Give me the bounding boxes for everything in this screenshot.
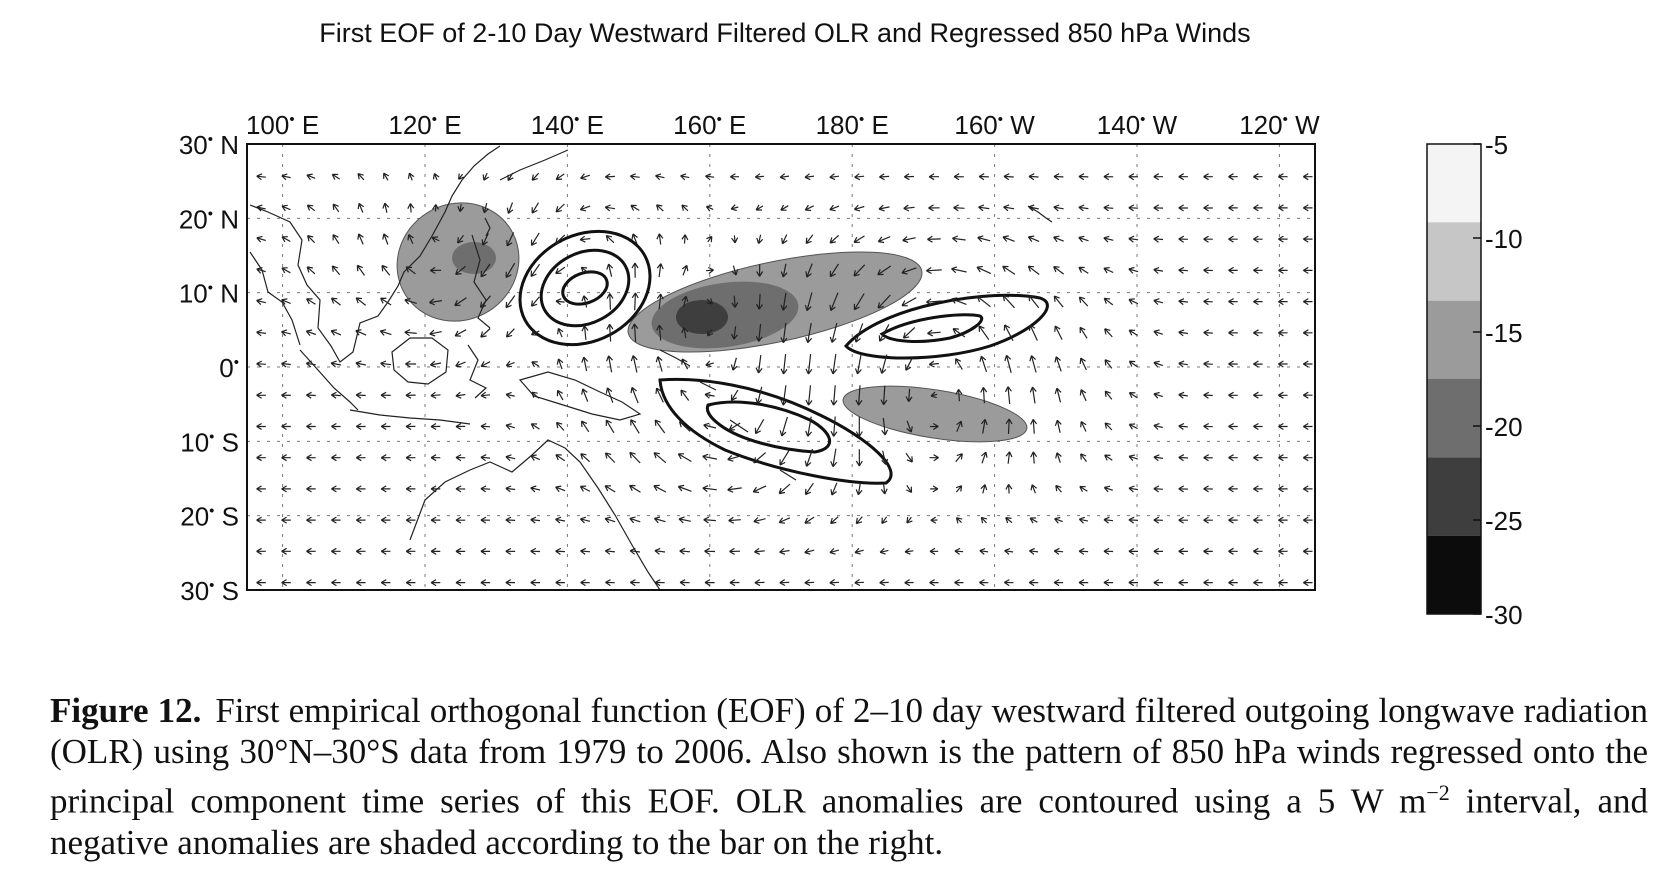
degree-mark: •	[207, 131, 213, 148]
x-tick-label	[673, 110, 746, 140]
colorbar-tick-label: -25	[1485, 506, 1523, 536]
y-tick-label	[180, 502, 239, 532]
y-tick-label	[180, 576, 239, 606]
x-tick-hemisphere: E	[864, 110, 889, 140]
caption-superscript: −2	[1426, 780, 1450, 805]
y-tick-value: 10	[178, 278, 208, 309]
figure-caption	[50, 690, 1648, 863]
degree-mark: •	[207, 205, 213, 223]
x-tick-value: 100	[245, 110, 290, 140]
y-tick-label	[179, 279, 239, 309]
degree-mark: •	[289, 111, 295, 128]
y-tick-hemisphere: S	[214, 576, 239, 606]
x-tick-label	[816, 110, 889, 140]
x-tick-hemisphere: W	[1145, 110, 1178, 140]
degree-mark: •	[207, 279, 213, 297]
y-tick-value: 10	[180, 427, 210, 458]
x-tick-value: 140	[1096, 110, 1141, 140]
colorbar-swatch	[1427, 301, 1481, 379]
y-tick-value: 20	[178, 204, 208, 235]
x-tick-value: 120	[388, 110, 432, 140]
x-tick-hemisphere: W	[1287, 110, 1320, 140]
degree-mark: •	[997, 111, 1004, 128]
colorbar-swatch	[1427, 457, 1481, 535]
y-tick-hemisphere: S	[214, 501, 239, 532]
degree-mark: •	[716, 111, 722, 128]
x-tick-value: 160	[954, 110, 998, 140]
chart-title: First EOF of 2-10 Day Westward Filtered OLR and Regressed 850 hPa Winds	[319, 18, 1251, 48]
degree-mark: •	[1140, 111, 1146, 128]
x-tick-label	[531, 110, 604, 140]
colorbar-swatch	[1427, 379, 1481, 457]
degree-mark: •	[1282, 111, 1288, 128]
y-tick-label	[179, 204, 239, 234]
colorbar-tick-label: -30	[1485, 600, 1523, 630]
colorbar-tick-label: -5	[1485, 130, 1509, 160]
x-tick-value: 160	[673, 110, 717, 140]
shade-philippines-inner	[452, 242, 496, 274]
x-tick-label	[388, 110, 461, 140]
y-tick-value: 0	[219, 353, 234, 383]
caption-label: Figure 12.	[50, 691, 202, 730]
degree-mark: •	[431, 111, 438, 128]
degree-mark: •	[233, 354, 239, 371]
x-tick-label	[1239, 110, 1320, 140]
x-tick-hemisphere: E	[579, 110, 605, 140]
y-tick-value: 30	[180, 576, 210, 606]
colorbar	[1427, 144, 1481, 614]
x-axis-ticks	[246, 110, 1320, 140]
colorbar-swatch	[1427, 222, 1481, 300]
y-tick-hemisphere: N	[213, 130, 239, 160]
caption-text: First empirical orthogonal function (EOF) of 2–10 day westward filtered outgoing longwave radiation (OLR) using 30°N–30°S data from 1979 to 2006. Also shown is the pattern of 850 hPa winds regressed onto the principal component time series of this EOF. OLR anomalies are contoured using a 5 W m	[50, 691, 1648, 821]
degree-mark: •	[574, 111, 580, 128]
colorbar-swatch	[1427, 144, 1481, 222]
x-tick-hemisphere: E	[294, 110, 320, 140]
degree-mark: •	[209, 428, 215, 446]
colorbar-tick-label: -15	[1485, 318, 1523, 348]
y-tick-value: 30	[178, 130, 208, 160]
y-tick-hemisphere: S	[214, 427, 239, 458]
y-tick-label	[179, 130, 239, 160]
y-tick-hemisphere: N	[213, 278, 239, 309]
x-tick-value: 140	[530, 110, 575, 140]
degree-mark: •	[209, 577, 215, 594]
degree-mark: •	[209, 502, 215, 520]
x-tick-hemisphere: W	[1003, 110, 1035, 140]
x-tick-value: 180	[815, 110, 859, 140]
caption-text-end: interval, and negative anomalies are shaded according to the bar on the right.	[50, 781, 1648, 862]
x-tick-value: 120	[1239, 110, 1283, 140]
colorbar-tick-label: -20	[1485, 412, 1523, 442]
x-tick-label	[246, 110, 319, 140]
colorbar-swatch	[1427, 536, 1481, 614]
y-tick-value: 20	[180, 501, 210, 532]
y-tick-label	[219, 353, 239, 383]
colorbar-tick-label: -10	[1485, 224, 1523, 254]
degree-mark: •	[858, 111, 865, 128]
x-tick-hemisphere: E	[437, 110, 462, 140]
y-axis-ticks	[179, 130, 239, 606]
y-tick-label	[180, 427, 239, 457]
y-tick-hemisphere: N	[213, 204, 239, 235]
x-tick-label	[1097, 110, 1178, 140]
x-tick-label	[954, 110, 1035, 140]
x-tick-hemisphere: E	[721, 110, 747, 140]
